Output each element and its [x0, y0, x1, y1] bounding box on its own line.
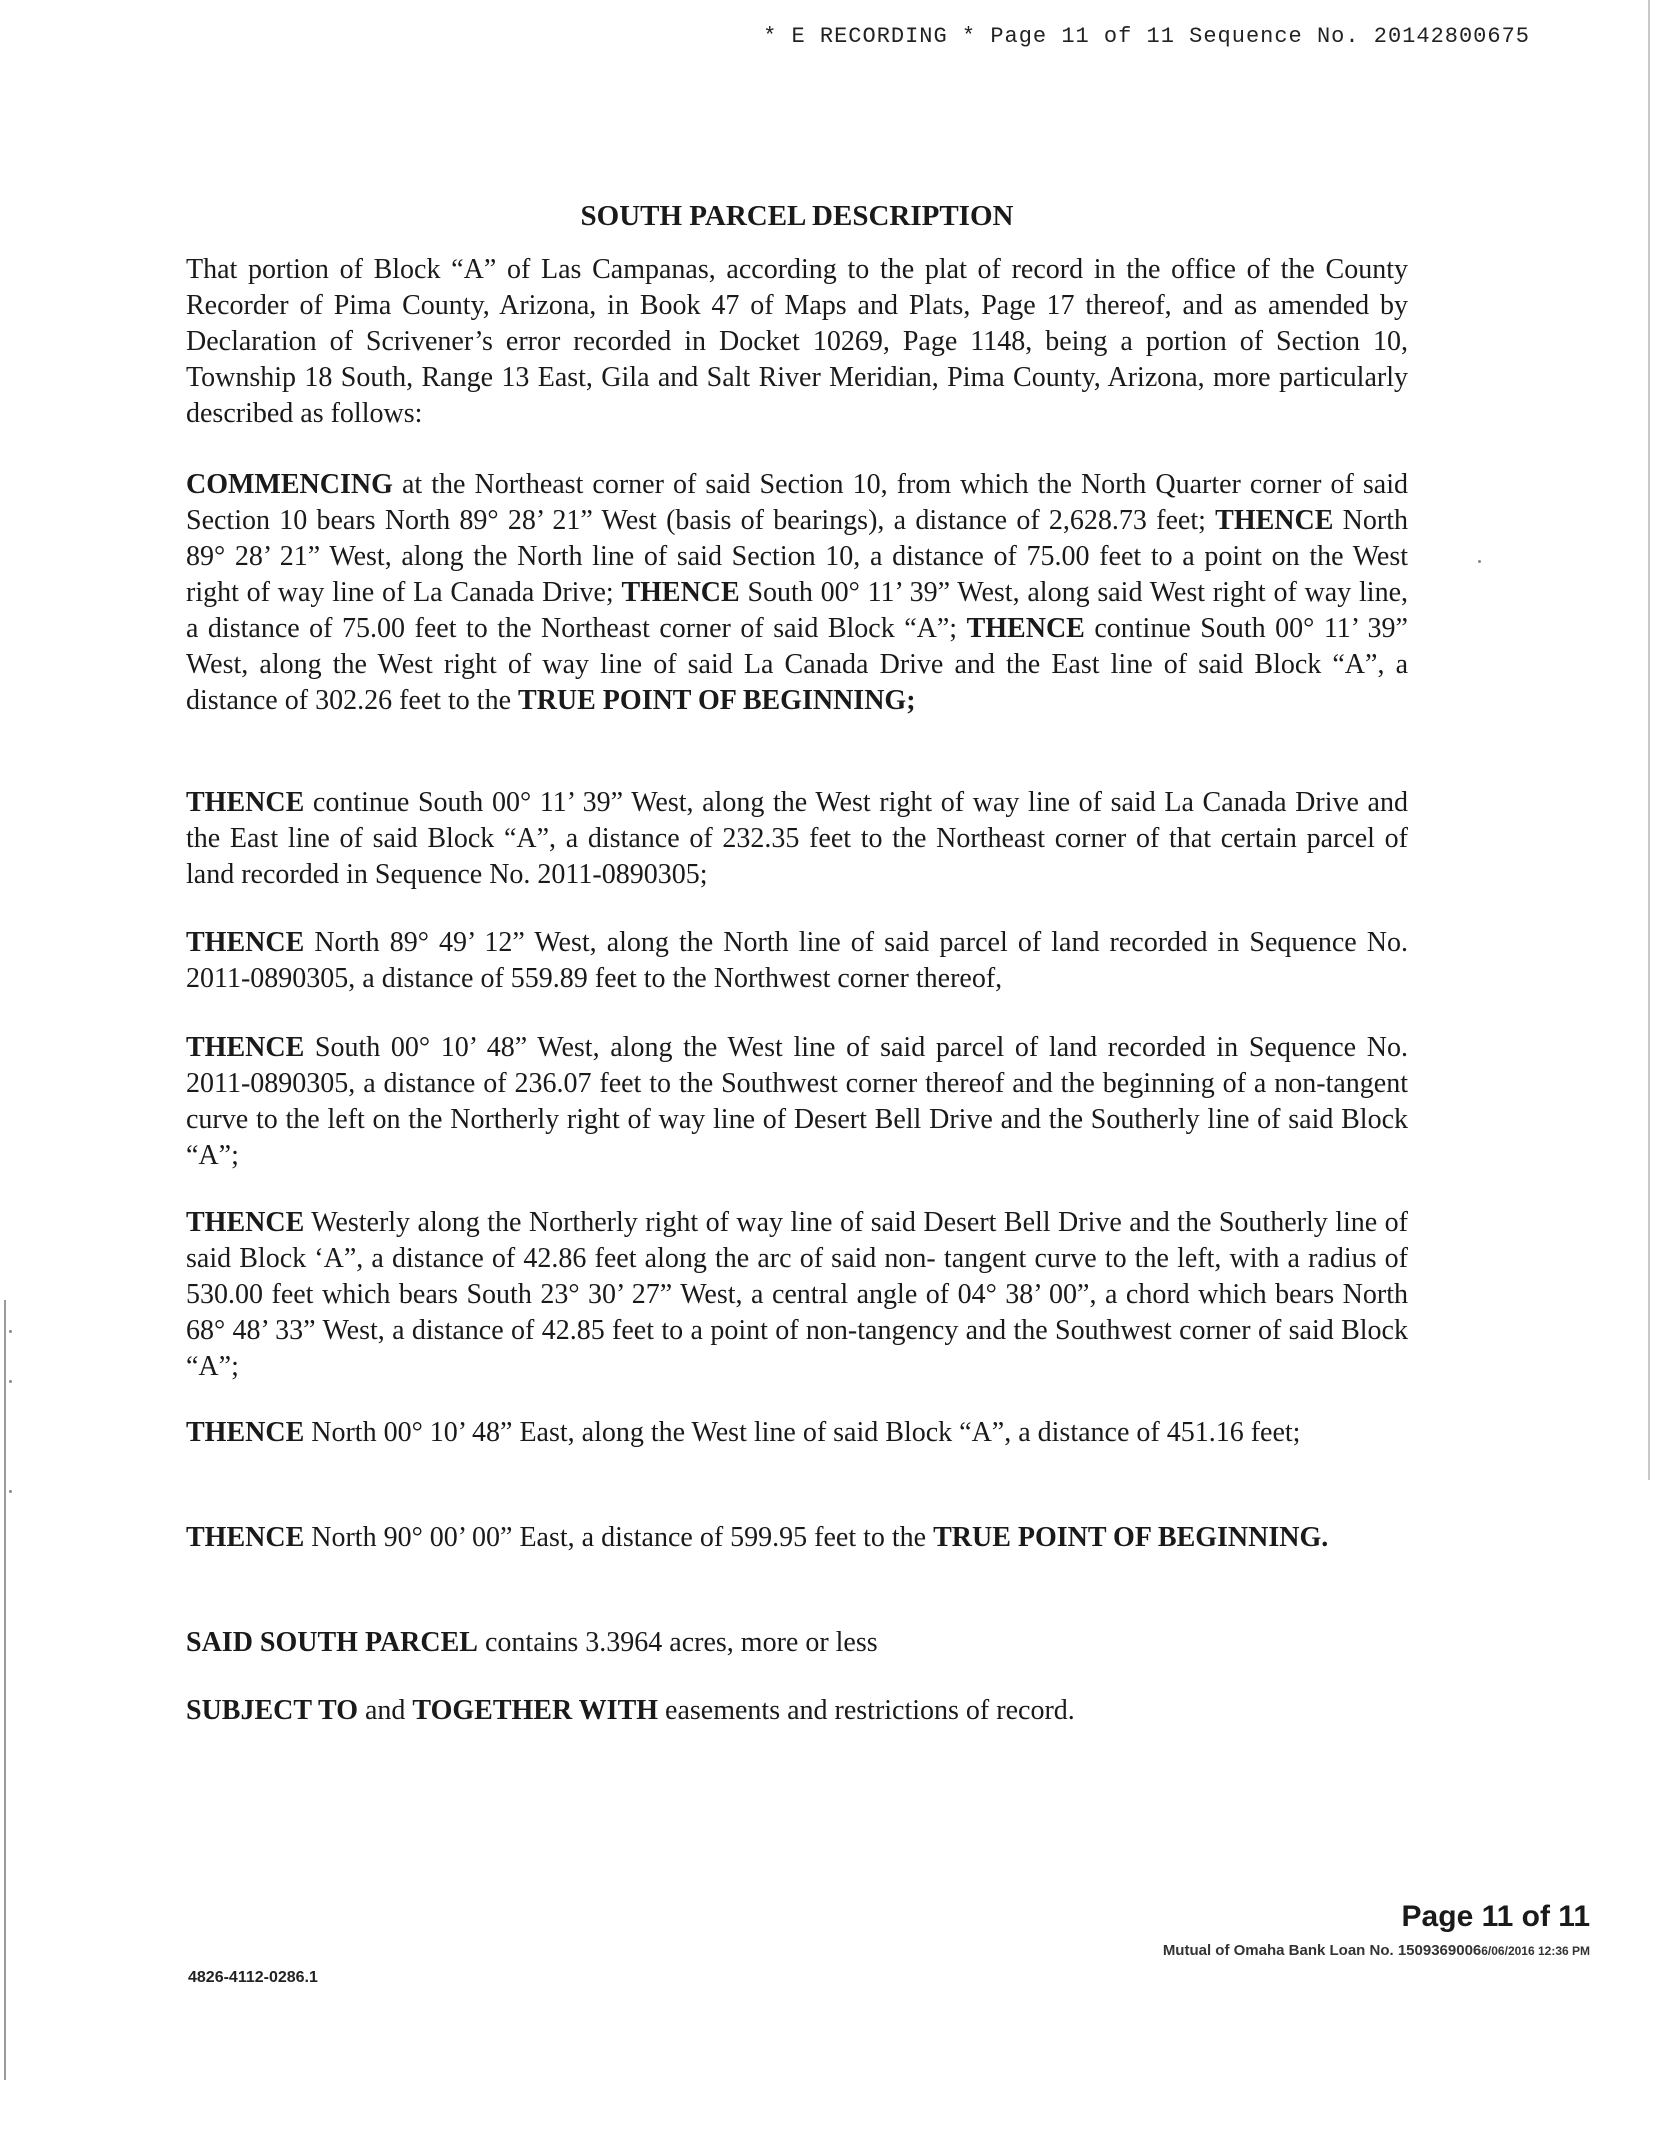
paragraph-text: North 89° 28’ 21” West, along the North line of said Section 10, a distance of 75.00 feet to a point on the West right of way line of La Canada Drive;: [186, 505, 1408, 608]
document-title: SOUTH PARCEL DESCRIPTION: [580, 200, 1014, 232]
keyword: THENCE: [1215, 505, 1334, 536]
loan-text: Mutual of Omaha Bank Loan No. 1509369006: [1162, 1942, 1482, 1959]
keyword: THENCE: [621, 577, 740, 608]
keyword: TOGETHER WITH: [412, 1695, 659, 1726]
paragraph-text: and: [357, 1695, 413, 1726]
paragraph-text: Westerly along the Northerly right of way line of said Desert Bell Drive and the Southerly line of said Block ‘A”, a distance of 42.86 feet along the arc of said non- tangent curve to the left, with a radius of 530.00 feet which bears South 23° 30’ 27” West, a central angle of 04° 38’ 00”, a chord which bears North 68° 48’ 33” West, a distance of 42.85 feet to a point of non-tangency and the Southwest corner of said Block “A”;: [186, 1207, 1408, 1382]
thence-paragraph-4: [186, 1205, 1408, 1385]
keyword: TRUE POINT OF BEGINNING.: [933, 1522, 1329, 1553]
loan-reference: [900, 1942, 1590, 1959]
intro-paragraph: That portion of Block “A” of Las Campanas, according to the plat of record in the office of the County Recorder of Pima County, Arizona, in Book 47 of Maps and Plats, Page 17 thereof, and as amended by Declaration of Scrivener’s error recorded in Docket 10269, Page 1148, being a portion of Section 10, Township 18 South, Range 13 East, Gila and Salt River Meridian, Pima County, Arizona, more particularly described as follows:: [186, 254, 1408, 429]
paragraph-text: South 00° 10’ 48” West, along the West line of said parcel of land recorded in Sequence No. 2011-0890305, a distance of 236.07 feet to the Southwest corner thereof and the beginning of a non-tangent curve to the left on the Northerly right of way line of Desert Bell Drive and the Southerly line of said Block “A”;: [186, 1032, 1408, 1171]
commencing-paragraph: [186, 467, 1408, 719]
keyword: COMMENCING: [186, 469, 393, 500]
paragraph-text: continue South 00° 11’ 39” West, along the West right of way line of said La Canada Drive and the East line of said Block “A”, a distance of 302.26 feet to the: [186, 613, 1408, 716]
keyword: THENCE: [186, 1522, 305, 1553]
keyword: THENCE: [186, 1417, 305, 1448]
scan-speck: [9, 1380, 12, 1383]
paragraph-text: easements and restrictions of record.: [658, 1695, 1075, 1726]
print-timestamp: 6/06/2016 12:36 PM: [1481, 1944, 1590, 1958]
paragraph-text: North 89° 49’ 12” West, along the North line of said parcel of land recorded in Sequence No. 2011-0890305, a distance of 559.89 feet to the Northwest corner thereof,: [186, 927, 1408, 994]
recording-header: * E RECORDING * Page 11 of 11 Sequence No. 20142800675: [763, 24, 1530, 49]
paragraph-text: at the Northeast corner of said Section 10, from which the North Quarter corner of said Section 10 bears North 89° 28’ 21” West (basis of bearings), a distance of 2,628.73 feet;: [186, 469, 1408, 536]
thence-paragraph-6: [186, 1520, 1408, 1556]
keyword: THENCE: [186, 1207, 305, 1238]
page-number: Page 11 of 11: [1401, 1900, 1590, 1933]
thence-paragraph-3: [186, 1030, 1408, 1174]
keyword: THENCE: [966, 613, 1085, 644]
acreage-paragraph: [186, 1625, 1408, 1661]
thence-paragraph-5: [186, 1415, 1408, 1451]
scan-speck: [1478, 560, 1481, 563]
scan-speck: [9, 1490, 12, 1493]
scan-edge-left: [4, 1300, 6, 2080]
thence-paragraph-2: [186, 925, 1408, 997]
paragraph-text: South 00° 11’ 39” West, along said West right of way line, a distance of 75.00 feet to the Northeast corner of said Block “A”;: [186, 577, 1408, 644]
keyword: THENCE: [186, 927, 305, 958]
paragraph-text: continue South 00° 11’ 39” West, along the West right of way line of said La Canada Drive and the East line of said Block “A”, a distance of 232.35 feet to the Northeast corner of that certain parcel of land recorded in Sequence No. 2011-0890305;: [186, 787, 1408, 890]
paragraph-text: North 90° 00’ 00” East, a distance of 599.95 feet to the: [304, 1522, 934, 1553]
document-id: 4826-4112-0286.1: [188, 1969, 318, 1986]
keyword: THENCE: [186, 787, 305, 818]
paragraph-text: contains 3.3964 acres, more or less: [477, 1627, 878, 1658]
keyword: SAID SOUTH PARCEL: [186, 1627, 478, 1658]
keyword: TRUE POINT OF BEGINNING;: [518, 685, 916, 716]
scan-speck: [9, 1330, 12, 1333]
scan-edge-right: [1648, 0, 1650, 1480]
subject-to-paragraph: [186, 1693, 1408, 1729]
keyword: SUBJECT TO: [186, 1695, 358, 1726]
thence-paragraph-1: [186, 785, 1408, 893]
keyword: THENCE: [186, 1032, 305, 1063]
paragraph-text: North 00° 10’ 48” East, along the West line of said Block “A”, a distance of 451.16 feet;: [304, 1417, 1301, 1448]
